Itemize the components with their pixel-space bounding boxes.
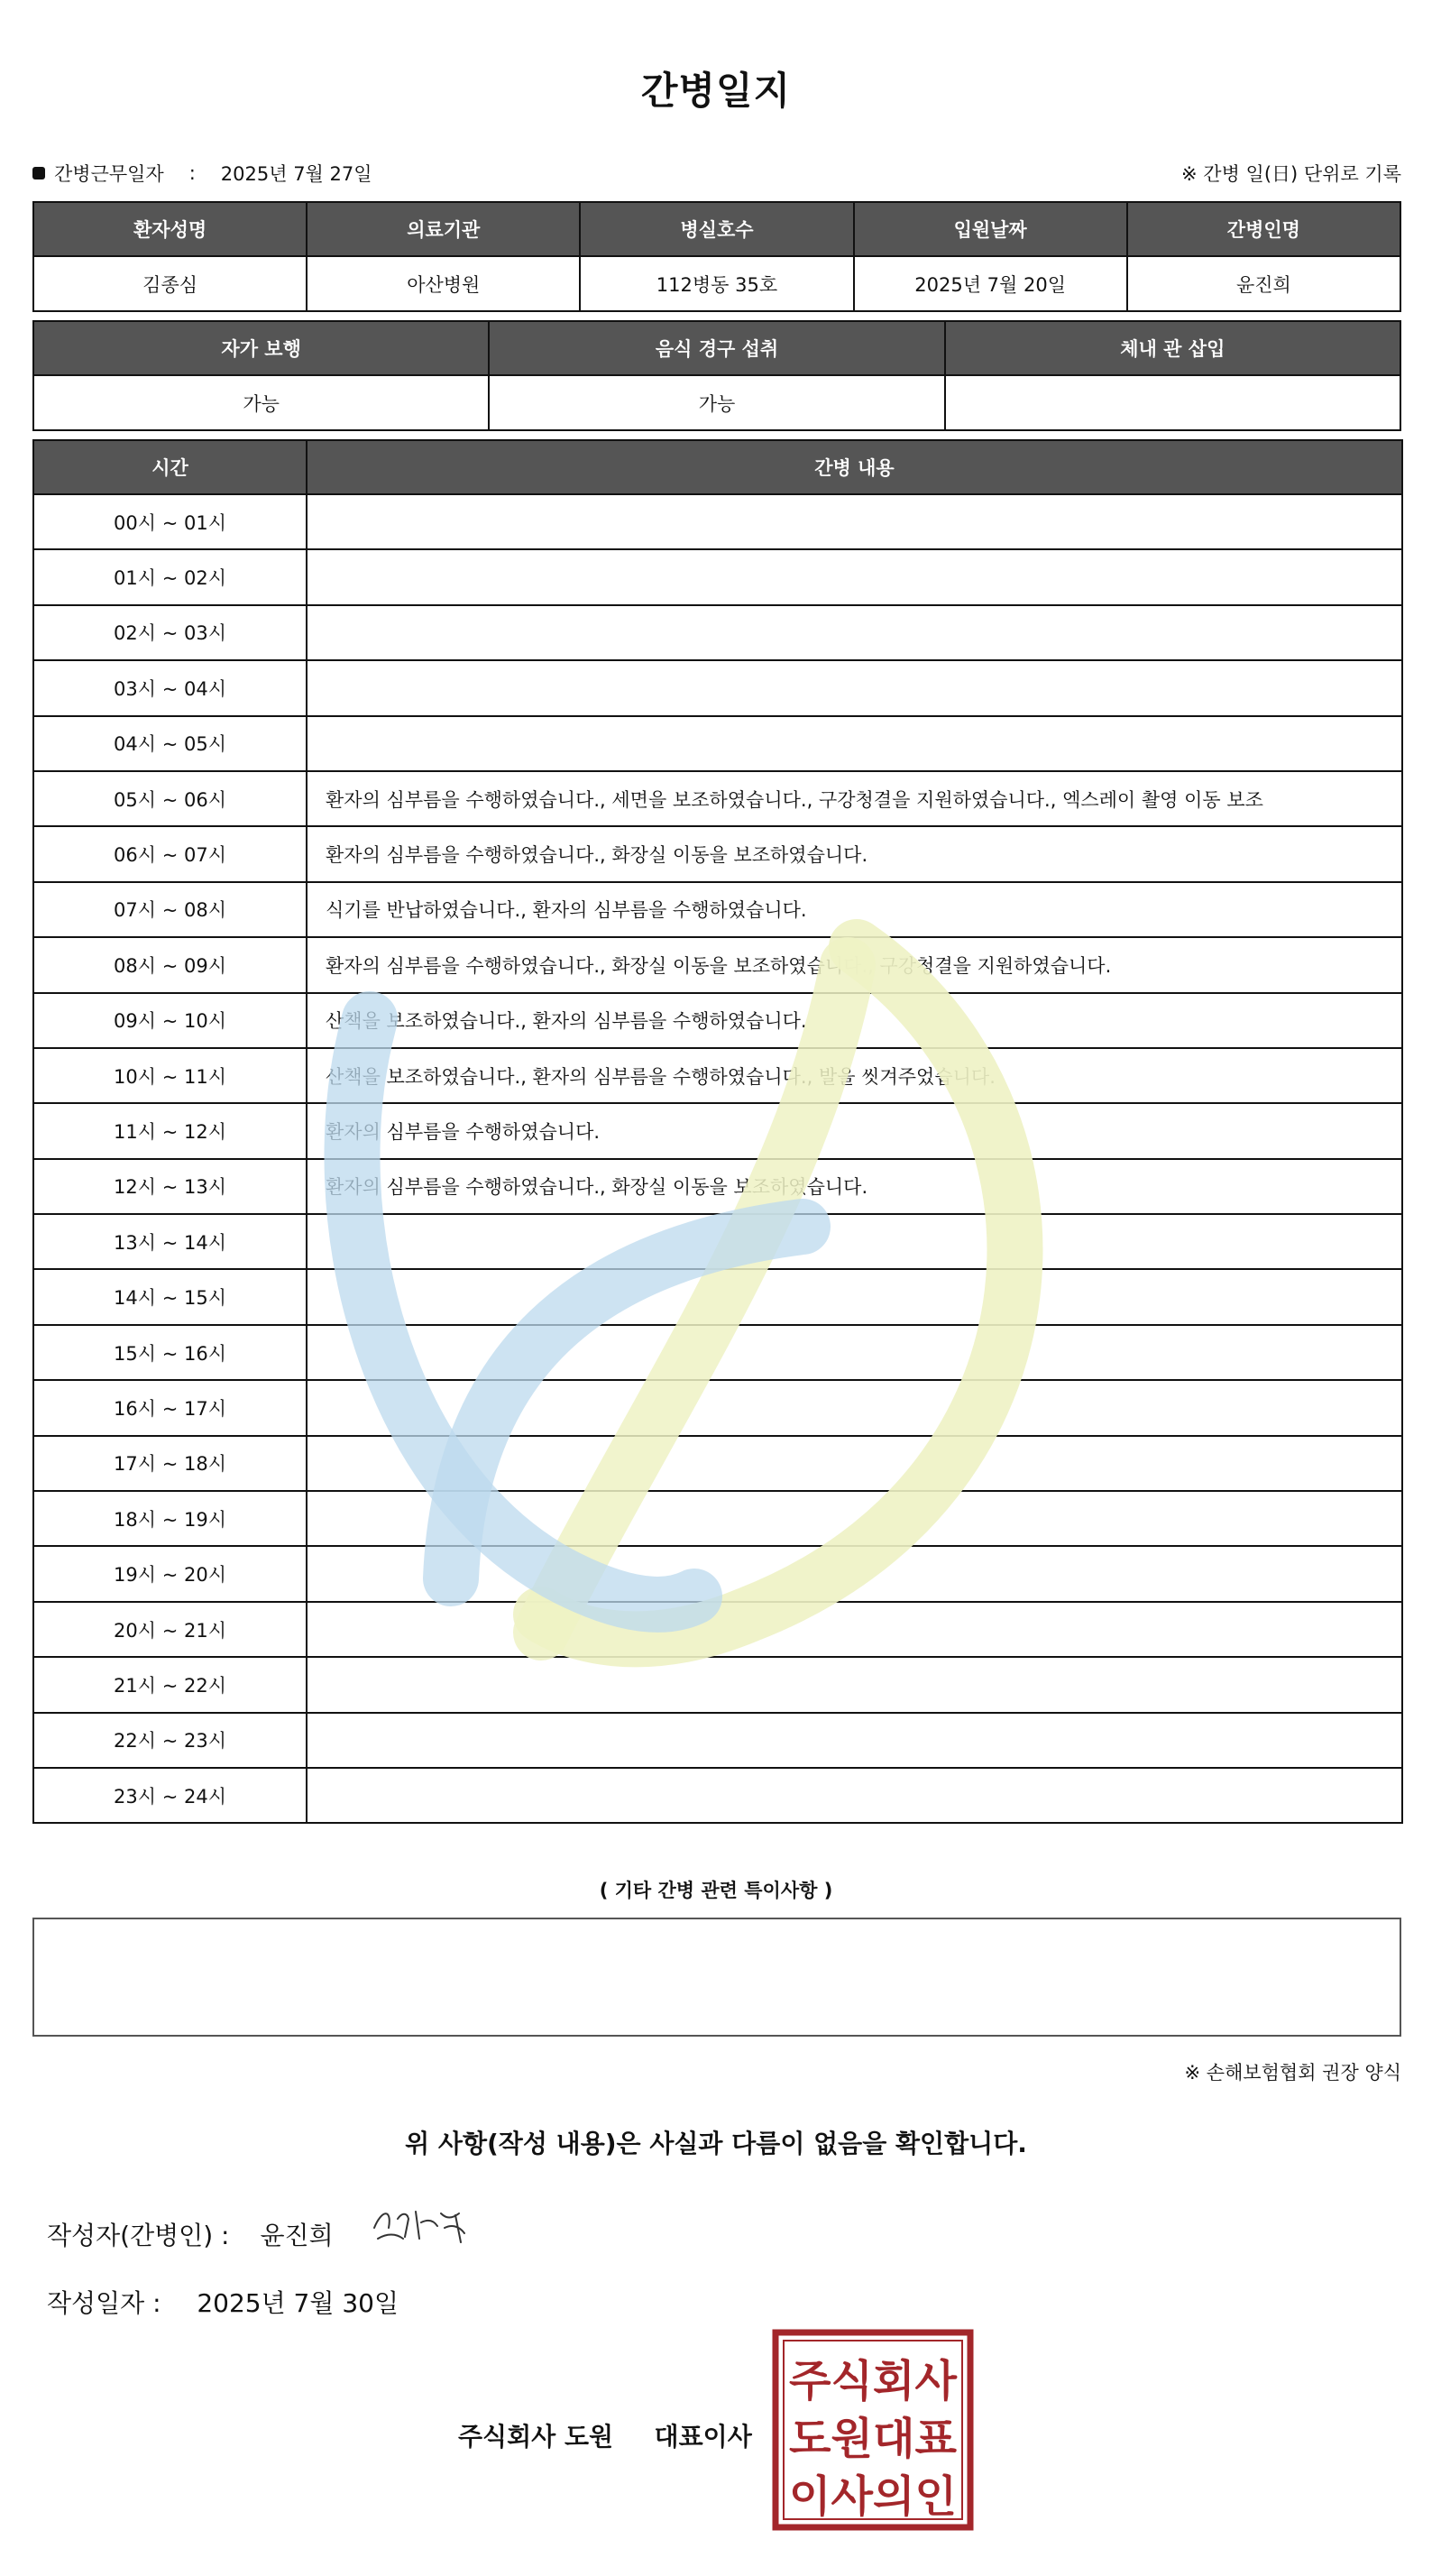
tube-insertion-value xyxy=(945,375,1400,430)
hospital: 아산병원 xyxy=(307,256,580,311)
care-content: 산책을 보조하였습니다., 환자의 심부름을 수행하였습니다. xyxy=(307,993,1402,1048)
work-date-label: 간병근무일자 xyxy=(54,163,164,185)
table-row xyxy=(33,993,1402,1048)
header-self-walking: 자가 보행 xyxy=(33,321,489,375)
header-oral-intake: 음식 경구 섭취 xyxy=(489,321,944,375)
time-slot: 21시 ~ 22시 xyxy=(33,1657,307,1712)
written-date-label: 작성일자 : xyxy=(47,2288,161,2318)
time-slot: 20시 ~ 21시 xyxy=(33,1602,307,1657)
writer-line xyxy=(47,2216,334,2252)
table-row xyxy=(33,660,1402,715)
care-content xyxy=(307,1214,1402,1269)
time-slot: 11시 ~ 12시 xyxy=(33,1103,307,1158)
source-note: ※ 손해보험협회 권장 양식 xyxy=(1184,2062,1401,2084)
time-slot: 23시 ~ 24시 xyxy=(33,1768,307,1823)
care-content xyxy=(307,1436,1402,1491)
work-date xyxy=(32,160,372,187)
header-admission-date: 입원날짜 xyxy=(854,202,1127,256)
seal-text-line: 도원대표 xyxy=(789,2414,958,2464)
care-content xyxy=(307,1269,1402,1324)
time-slot: 07시 ~ 08시 xyxy=(33,882,307,937)
table-row xyxy=(33,494,1402,549)
header-care-content: 간병 내용 xyxy=(307,440,1402,494)
time-slot: 13시 ~ 14시 xyxy=(33,1214,307,1269)
time-slot: 09시 ~ 10시 xyxy=(33,993,307,1048)
care-content xyxy=(307,660,1402,715)
table-row xyxy=(33,937,1402,992)
table-row xyxy=(33,1159,1402,1214)
table-row xyxy=(33,1546,1402,1601)
work-date-value: 2025년 7월 27일 xyxy=(220,163,372,185)
time-slot: 22시 ~ 23시 xyxy=(33,1713,307,1768)
header-time: 시간 xyxy=(33,440,307,494)
table-row xyxy=(33,771,1402,826)
time-slot: 17시 ~ 18시 xyxy=(33,1436,307,1491)
table-row xyxy=(33,1768,1402,1823)
time-slot: 19시 ~ 20시 xyxy=(33,1546,307,1601)
time-slot: 08시 ~ 09시 xyxy=(33,937,307,992)
time-slot: 03시 ~ 04시 xyxy=(33,660,307,715)
care-content xyxy=(307,605,1402,660)
time-slot: 10시 ~ 11시 xyxy=(33,1048,307,1103)
time-slot: 15시 ~ 16시 xyxy=(33,1325,307,1380)
care-content xyxy=(307,1713,1402,1768)
time-slot: 05시 ~ 06시 xyxy=(33,771,307,826)
time-slot: 18시 ~ 19시 xyxy=(33,1491,307,1546)
care-content: 산책을 보조하였습니다., 환자의 심부름을 수행하였습니다., 발을 씻겨주었습니다. xyxy=(307,1048,1402,1103)
header-room: 병실호수 xyxy=(580,202,853,256)
table-row xyxy=(33,1380,1402,1435)
writer-label: 작성자(간병인) : xyxy=(47,2221,230,2250)
seal-text-line: 이사의인 xyxy=(789,2471,957,2522)
patient-condition-table xyxy=(32,320,1401,431)
care-content xyxy=(307,1602,1402,1657)
care-content xyxy=(307,494,1402,549)
table-row xyxy=(33,549,1402,604)
header-tube-insertion: 체내 관 삽입 xyxy=(945,321,1400,375)
care-content xyxy=(307,549,1402,604)
time-slot: 06시 ~ 07시 xyxy=(33,826,307,881)
company-name: 주식회사 도원 xyxy=(458,2422,614,2452)
table-row xyxy=(33,1214,1402,1269)
confirm-statement: 위 사항(작성 내용)은 사실과 다름이 없음을 확인합니다. xyxy=(405,2129,1027,2158)
page-title: 간병일지 xyxy=(640,69,792,113)
table-row xyxy=(33,826,1402,881)
seal-text-line: 주식회사 xyxy=(789,2356,958,2406)
patient-info-table xyxy=(32,201,1401,312)
table-row xyxy=(33,1103,1402,1158)
table-row xyxy=(33,1048,1402,1103)
table-row xyxy=(33,1325,1402,1380)
writer-name: 윤진희 xyxy=(260,2221,334,2250)
care-content xyxy=(307,1325,1402,1380)
time-slot: 14시 ~ 15시 xyxy=(33,1269,307,1324)
written-date xyxy=(47,2284,399,2320)
care-content: 환자의 심부름을 수행하였습니다., 화장실 이동을 보조하였습니다. xyxy=(307,826,1402,881)
header-patient-name: 환자성명 xyxy=(33,202,307,256)
company-line xyxy=(458,2417,752,2453)
care-content xyxy=(307,1491,1402,1546)
room-number: 112병동 35호 xyxy=(580,256,853,311)
record-unit-note: ※ 간병 일(日) 단위로 기록 xyxy=(1181,163,1401,185)
company-seal xyxy=(772,2329,974,2531)
oral-intake-value: 가능 xyxy=(489,375,944,430)
header-caregiver: 간병인명 xyxy=(1127,202,1400,256)
caregiver-name: 윤진희 xyxy=(1127,256,1400,311)
square-bullet-icon xyxy=(32,167,45,179)
table-row xyxy=(33,882,1402,937)
meta-row xyxy=(32,158,1401,189)
care-content: 식기를 반납하였습니다., 환자의 심부름을 수행하였습니다. xyxy=(307,882,1402,937)
table-row xyxy=(33,716,1402,771)
table-row xyxy=(33,1657,1402,1712)
time-slot: 02시 ~ 03시 xyxy=(33,605,307,660)
time-slot: 01시 ~ 02시 xyxy=(33,549,307,604)
notes-title: ( 기타 간병 관련 특이사항 ) xyxy=(599,1880,833,1901)
header-hospital: 의료기관 xyxy=(307,202,580,256)
care-content xyxy=(307,1657,1402,1712)
self-walking-value: 가능 xyxy=(33,375,489,430)
table-row xyxy=(33,1269,1402,1324)
work-date-separator: : xyxy=(188,162,196,184)
time-slot: 04시 ~ 05시 xyxy=(33,716,307,771)
written-date-value: 2025년 7월 30일 xyxy=(197,2288,399,2318)
patient-name: 김종심 xyxy=(33,256,307,311)
table-row xyxy=(33,1436,1402,1491)
table-row xyxy=(33,1602,1402,1657)
care-content: 환자의 심부름을 수행하였습니다., 화장실 이동을 보조하였습니다., 구강청결을 지원하였습니다. xyxy=(307,937,1402,992)
care-content xyxy=(307,1546,1402,1601)
care-log-table xyxy=(32,439,1403,1824)
table-row xyxy=(33,1491,1402,1546)
care-content: 환자의 심부름을 수행하였습니다., 세면을 보조하였습니다., 구강청결을 지원하였습니다., 엑스레이 촬영 이동 보조 xyxy=(307,771,1402,826)
time-slot: 00시 ~ 01시 xyxy=(33,494,307,549)
care-content: 환자의 심부름을 수행하였습니다., 화장실 이동을 보조하였습니다. xyxy=(307,1159,1402,1214)
care-content xyxy=(307,1380,1402,1435)
care-content: 환자의 심부름을 수행하였습니다. xyxy=(307,1103,1402,1158)
table-row xyxy=(33,1713,1402,1768)
care-content xyxy=(307,1768,1402,1823)
time-slot: 12시 ~ 13시 xyxy=(33,1159,307,1214)
company-position: 대표이사 xyxy=(654,2422,752,2452)
time-slot: 16시 ~ 17시 xyxy=(33,1380,307,1435)
admission-date: 2025년 7월 20일 xyxy=(854,256,1127,311)
care-content xyxy=(307,716,1402,771)
table-row xyxy=(33,605,1402,660)
signature xyxy=(365,2192,491,2255)
notes-box xyxy=(32,1918,1401,2037)
